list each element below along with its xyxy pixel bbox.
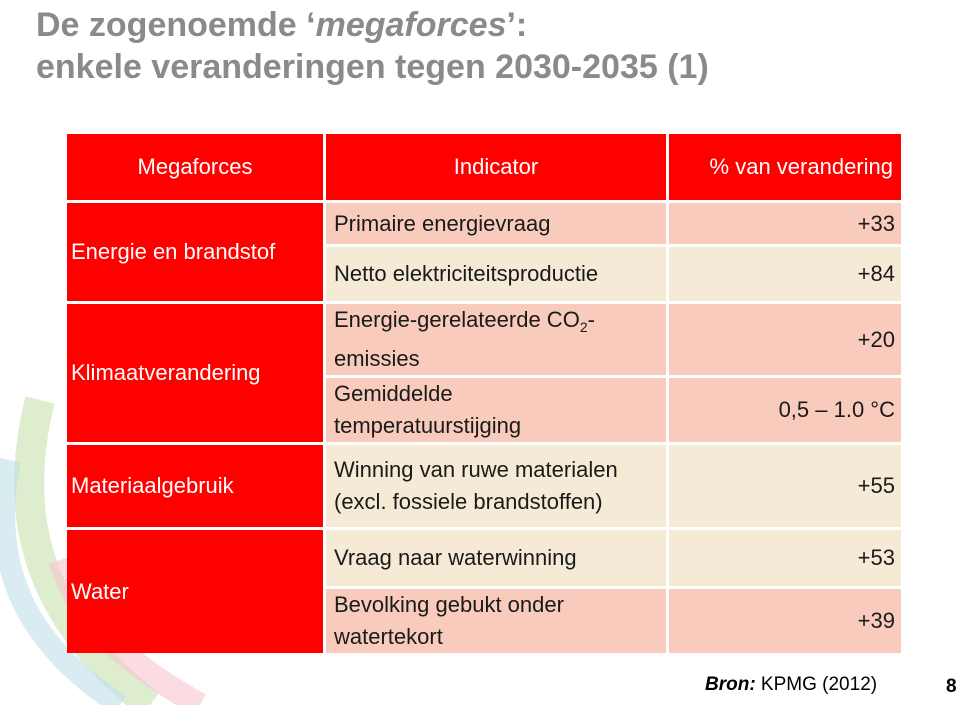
slide-title	[36, 4, 709, 88]
header-indicator: Indicator	[326, 134, 666, 200]
water-label-line2: watertekort	[334, 624, 443, 649]
megaforces-table	[64, 131, 904, 656]
indicator-cell: Primaire energievraag	[326, 203, 666, 244]
group-klimaat: Klimaatverandering	[67, 304, 323, 442]
title-line1-pre: De zogenoemde ‘	[36, 6, 316, 44]
indicator-cell	[326, 445, 666, 527]
value-cell: +84	[669, 247, 901, 301]
table-row	[67, 203, 901, 244]
indicator-cell: Netto elektriciteitsproductie	[326, 247, 666, 301]
title-line2: enkele veranderingen tegen 2030-2035 (1)	[36, 48, 709, 86]
co2-label-line2: emissies	[334, 346, 420, 371]
co2-subscript: 2	[579, 319, 588, 335]
source-text: KPMG (2012)	[755, 674, 878, 695]
water-label-line1: Bevolking gebukt onder	[334, 592, 564, 617]
page-number: 8	[946, 676, 957, 697]
value-cell: +20	[669, 304, 901, 375]
value-cell: +55	[669, 445, 901, 527]
title-line1-italic: megaforces	[315, 6, 507, 44]
materials-label-line2: (excl. fossiele brandstoffen)	[334, 489, 603, 514]
value-cell: 0,5 – 1.0 °C	[669, 378, 901, 442]
temp-label-line1: Gemiddelde	[334, 381, 453, 406]
materials-label-line1: Winning van ruwe materialen	[334, 457, 618, 482]
indicator-cell	[326, 378, 666, 442]
title-line1-post: ’:	[506, 6, 528, 44]
indicator-cell: Vraag naar waterwinning	[326, 530, 666, 586]
source-label: Bron:	[705, 674, 756, 695]
value-cell: +39	[669, 589, 901, 653]
group-water: Water	[67, 530, 323, 653]
group-energie: Energie en brandstof	[67, 203, 323, 301]
co2-label-post: -	[587, 307, 595, 332]
table-row	[67, 445, 901, 527]
header-change: % van verandering	[669, 134, 901, 200]
value-cell: +33	[669, 203, 901, 244]
co2-label-pre: Energie-gerelateerde CO	[334, 307, 580, 332]
header-megaforces: Megaforces	[67, 134, 323, 200]
header-row	[67, 134, 901, 200]
group-materiaal: Materiaalgebruik	[67, 445, 323, 527]
table-row	[67, 530, 901, 586]
temp-label-line2: temperatuurstijging	[334, 413, 522, 438]
source-citation	[705, 674, 877, 696]
value-cell: +53	[669, 530, 901, 586]
indicator-cell	[326, 304, 666, 375]
table-row	[67, 304, 901, 375]
indicator-cell	[326, 589, 666, 653]
